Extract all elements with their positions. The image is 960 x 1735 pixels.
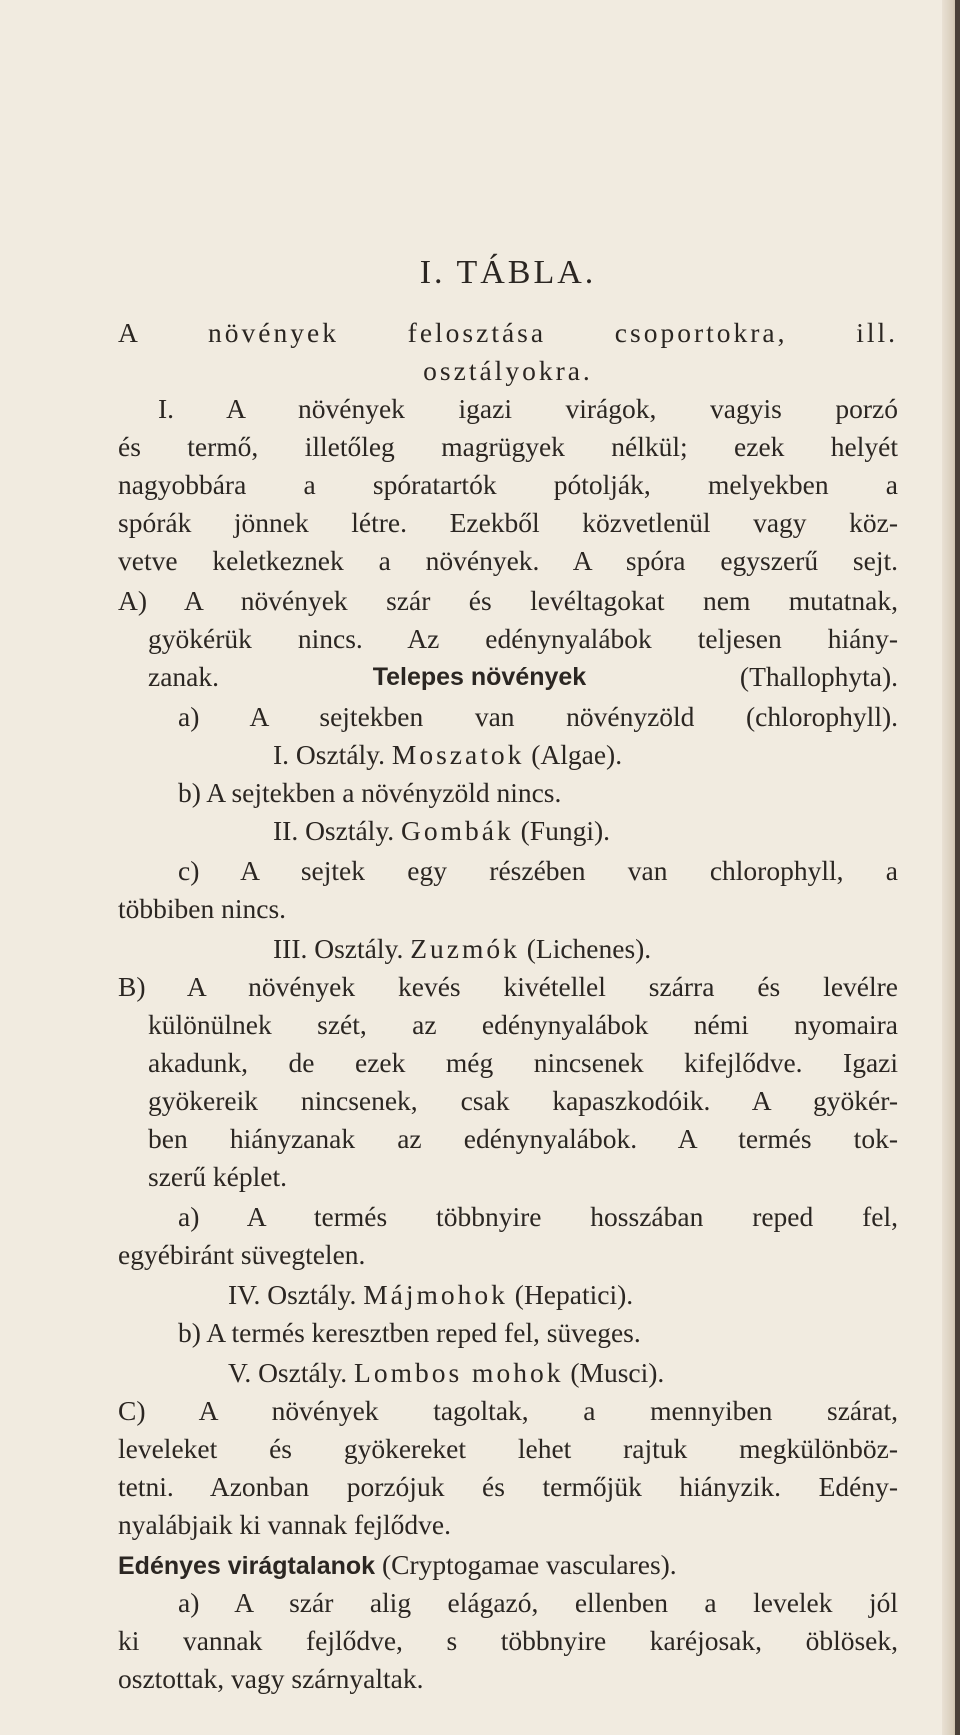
pC-line-1: C) A növények tagoltak, a mennyiben szárat, [118,1395,898,1426]
b1-line: b) A sejtekben a növényzöld nincs. [178,777,562,808]
pC-line-2: leveleket és gyökereket lehet rajtuk megkülönböz- [118,1433,898,1464]
class-5-name: Lombos mohok [354,1357,564,1388]
a1-line: a) A sejtekben van növényzöld (chlorophyll). [178,701,898,732]
class-1-latin: (Algae). [531,739,623,770]
class-2-label: II. Osztály. [273,815,395,846]
class-4-name: Májmohok [363,1279,508,1310]
pC-line-5 [118,1546,677,1586]
heading-line-1: A növények felosztása csoportokra, ill. [118,317,898,348]
c1-line-2: többiben nincs. [118,893,287,924]
pC-line-3: tetni. Azonban porzójuk és termőjük hiányzik. Edény- [118,1471,898,1502]
pB-line-5: ben hiányzanak az edénynyalábok. A termés tok- [148,1123,898,1154]
pA-line-3-pre: zanak. [148,661,219,692]
class-4-latin: (Hepatici). [514,1279,634,1310]
p1-line-5: vetve keletkeznek a növények. A spóra egyszerű sejt. [118,545,898,576]
class-5-line [228,1354,664,1393]
p1-line-4: spórák jönnek létre. Ezekből közvetlenül vagy köz- [118,507,898,538]
c1-line-1: c) A sejtek egy részében van chlorophyll, a [178,855,898,886]
pA-line-3 [148,658,898,697]
telepes-novenyek: Telepes növények [372,663,587,691]
pB-line-1: B) A növények kevés kivétellel szárra és levélre [118,971,898,1002]
a2-line-2: egyébiránt süvegtelen. [118,1239,366,1270]
class-4-label: IV. Osztály. [228,1279,357,1310]
page-title: I. TÁBLA. [419,254,597,291]
pA-line-3-post: (Thallophyta). [739,661,898,692]
a2-line-1: a) A termés többnyire hosszában reped fel, [178,1201,898,1232]
class-1-line [273,736,622,775]
a3-line-3: osztottak, vagy szárnyaltak. [118,1663,424,1694]
class-3-line [273,930,651,969]
a3-line-2: ki vannak fejlődve, s többnyire karéjosak, öblösek, [118,1625,898,1656]
class-4-line [228,1276,633,1315]
class-3-latin: (Lichenes). [526,933,652,964]
class-5-latin: (Musci). [570,1357,665,1388]
class-1-name: Moszatok [391,739,525,770]
edenyes-viragtalanok: Edényes virágtalanok [118,1552,376,1580]
class-2-name: Gombák [401,815,514,846]
pC-line-5-post: (Cryptogamae vasculares). [381,1549,677,1580]
p1-line-3: nagyobbára a spóratartók pótolják, melyekben a [118,469,898,500]
class-3-name: Zuzmók [410,933,520,964]
a3-line-1: a) A szár alig elágazó, ellenben a levelek jól [178,1587,898,1618]
pB-line-6: szerű képlet. [148,1161,287,1192]
class-2-line [273,812,610,851]
heading-line-2: osztályokra. [423,355,593,386]
class-2-latin: (Fungi). [520,815,611,846]
pA-line-1: A) A növények szár és levéltagokat nem mutatnak, [118,585,898,616]
page-edge-shadow [955,0,960,1735]
class-3-label: III. Osztály. [273,933,404,964]
pA-line-2: gyökérük nincs. Az edénynyalábok teljesen hiány- [148,623,898,654]
p1-line-2: és termő, illetőleg magrügyek nélkül; ezek helyét [118,431,898,462]
p1-line-1: I. A növények igazi virágok, vagyis porzó [158,393,898,424]
b2-line: b) A termés keresztben reped fel, süveges. [178,1317,641,1348]
pB-line-4: gyökereik nincsenek, csak kapaszkodóik. A gyökér- [148,1085,898,1116]
pB-line-2: különülnek szét, az edénynyalábok némi nyomaira [148,1009,898,1040]
class-5-label: V. Osztály. [228,1357,348,1388]
pB-line-3: akadunk, de ezek még nincsenek kifejlődve. Igazi [148,1047,898,1078]
class-1-label: I. Osztály. [273,739,386,770]
pC-line-4: nyalábjaik ki vannak fejlődve. [118,1509,451,1540]
